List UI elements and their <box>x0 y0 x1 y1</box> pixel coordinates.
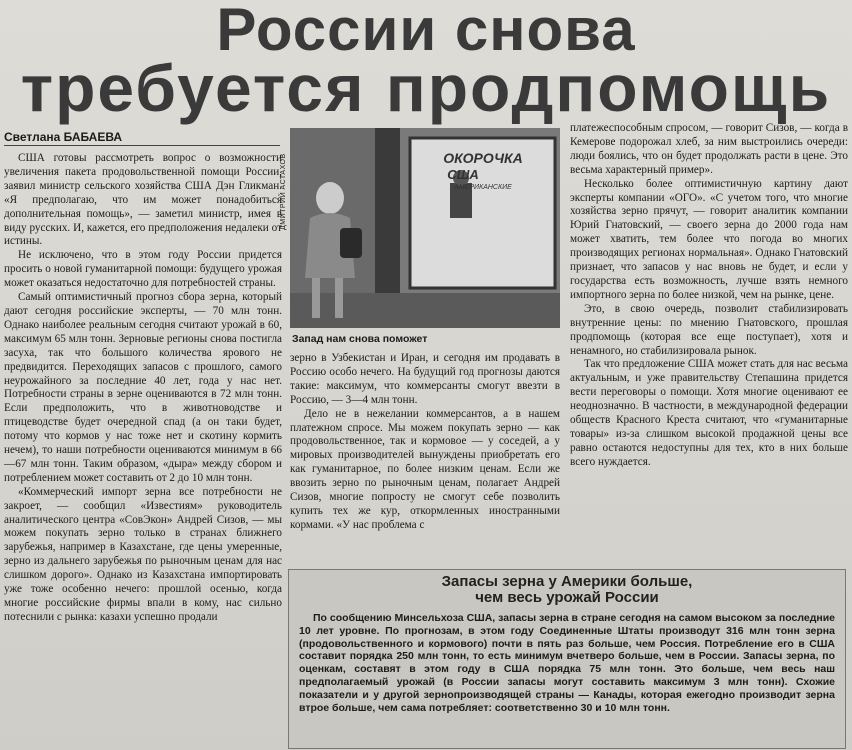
article-column-3 <box>570 122 848 470</box>
paragraph: США готовы рассмотреть вопрос о возможности увеличения пакета продовольственной помощи России, заявил министр сельского хозяйства США Дэн Гликман. «Я предполагаю, что им может понадобиться дополнительная помощь», — заметил министр, имея в виду русских. И, кажется, его предположения недалеки от истины. <box>4 152 282 248</box>
photo-caption: Запад нам снова поможет <box>292 333 428 345</box>
article-column-1 <box>4 152 282 625</box>
paragraph: Так что предложение США может стать для нас весьма актуальным, и уже правительству Степашина придется вести переговоры о помощи. Хотя многие оценивают ее неоднозначно. В частности, в международной федерации обществ Красного Креста считают, что «гуманитарные товары» из-за слишком высокой продажной цены все равно остаются недоступны для тех, кто в них больше всего нуждается. <box>570 358 848 468</box>
box-text <box>299 612 835 714</box>
paragraph: Дело не в нежелании коммерсантов, а в нашем платежном спросе. Мы можем покупать зерно — как продовольственное, так и кормовое — у соседей, а у мировых производителей вынуждены приобретать его как гуманитарное, по более низким ценам. Если же ввозить зерно по рыночным ценам, полагает Андрей Сизов, многие попросту не смогут себе позволить купить тех же кур, откормленных иностранными кормами. «У нас проблема с <box>290 407 560 531</box>
author-byline: Светлана БАБАЕВА <box>4 130 280 146</box>
box-title-line-2: чем весь урожай России <box>475 589 659 606</box>
paragraph: Не исключено, что в этом году России придется просить о новой гуманитарной помощи: будущего урожая может оказаться недостаточно для потребностей страны. <box>4 249 282 290</box>
box-title-line-1: Запасы зерна у Америки больше, <box>441 573 693 590</box>
paragraph: Несколько более оптимистичную картину дают эксперты компании «ОГО». «С учетом того, что многие хозяйства зерно прячут, — говорит аналитик компании Юрий Гнатовский, — своего зерна до 2000 года нам может хватить, тем более что погода во многих производящих регионах нормальная». Однако Гнатовский признает, что запасов у нас вновь не будет, и если у государства есть возможность, лучше взять немного импортного зерна по более низкой, чем на рынке, цене. <box>570 177 848 301</box>
box-title <box>289 574 845 606</box>
news-photo <box>290 128 560 328</box>
article-column-2 <box>290 352 560 533</box>
headline-line-1: России снова <box>216 0 636 63</box>
box-paragraph: По сообщению Минсельхоза США, запасы зерна в стране сегодня на самом высоком за последние 10 лет уровне. По прогнозам, в этом году Соединенные Штаты производут 316 млн тонн зерна (продовольственного и кормового) почти в пять раз больше, чем Россия. Потребление его в США составит порядка 250 млн тонн, то есть минимум вчетверо больше, чем в России. Запасы зерна, по оценкам, составят в этом году в США порядка 75 млн тонн. Это больше, чем весь наш предполагаемый урожай (в России запасы могут составить максимум 3 млн тонн). Схожие показатели и у другой зернопроизводящей страны — Канады, которая ежегодно производит зерна втрое больше, чем сама потребляет: соответственно 30 и 10 млн тонн. <box>299 612 835 714</box>
photo-credit: ДМИТРИЙ АСТАХОВ <box>280 153 287 230</box>
paragraph: Это, в свою очередь, позволит стабилизировать внутренние цены: по мнению Гнатовского, прошлая продпомощь (которая все еще поступает), хотя и ненамного, но стабилизировала рынок. <box>570 302 848 357</box>
paragraph: «Коммерческий импорт зерна все потребности не закроет, — сообщил «Известиям» руководитель аналитического центра «СовЭкон» Андрей Сизов, — мы можем покупать зерно только в странах ближнего зарубежья, например в Казахстане, где цены умеренные, зерно из дальнего зарубежья по рыночным ценам для нас слишком дорого». Однако из Казахстана импортировать уже тоже особенно нечего: прошлой осенью, когда многие российские фирмы впали в кому, нас сильно потеснили с рынка: казахи успешно продали <box>4 485 282 623</box>
photo-sign-line-3: АМЕРИКАНСКИЕ <box>454 184 512 191</box>
paragraph: платежеспособным спросом, — говорит Сизов, — когда в Кемерове подорожал хлеб, за ним выстроились очереди: люди боялись, что он будет продолжать расти в цене. Это весьма характерный пример». <box>570 122 848 176</box>
sidebar-box <box>288 569 846 749</box>
paragraph: зерно в Узбекистан и Иран, и сегодня им продавать в Россию особо нечего. На будущий год прогнозы даются такие: максимум, что коммерсанты смогут ввезти в Россию, — 3—4 млн тонн. <box>290 352 560 406</box>
headline <box>0 0 852 124</box>
headline-line-2: требуется продпомощь <box>20 51 832 125</box>
paragraph: Самый оптимистичный прогноз сбора зерна, который дают сегодня российские эксперты, — 70 млн тонн. Однако наиболее реальным сегодня считают урожай в 60, максимум 65 млн тонн. Зерновые регионы снова постигла засуха, так что большого количества ярового не предвидится. Переходящих запасов с прошлого, самого неурожайного за последние 40 лет, года у нас нет. Потребности страны в зерне оцениваются в 72 млн тонн. Если предположить, что в животноводстве и птицеводстве будет очередной спад (а он таки будет, потому что кормов у нас тоже нет и скотину кормить нечем), то наши потребности оцениваются минимум в 66—67 млн тонн. Таким образом, «дыра» между сбором и потреблением может составить от 2 до 10 млн тонн. <box>4 291 282 484</box>
photo-sign-line-1: ОКОРОЧКА <box>443 150 523 166</box>
photo-sign-line-2: США <box>447 167 479 182</box>
